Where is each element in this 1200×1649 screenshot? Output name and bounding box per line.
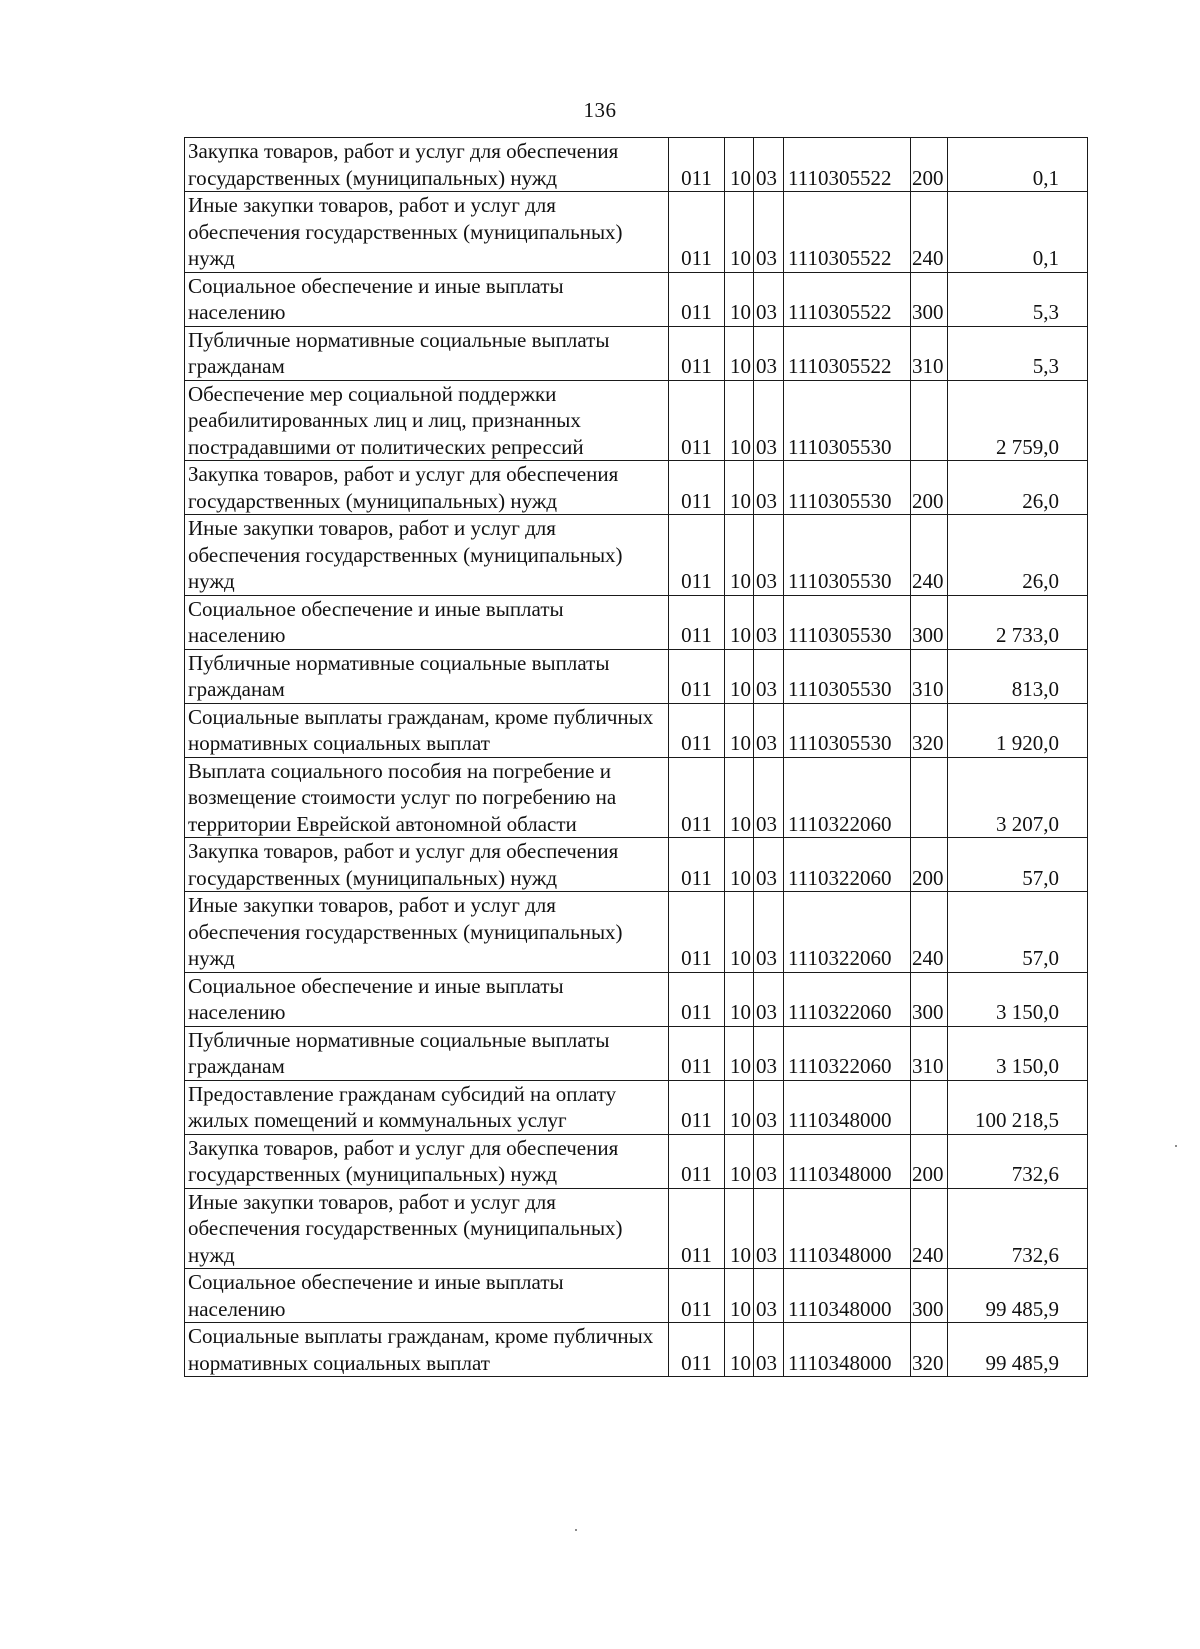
row-expense-type-code: 300 xyxy=(911,972,948,1026)
row-name: Социальное обеспечение и иные выплаты населению xyxy=(185,595,669,649)
row-expense-type-code: 240 xyxy=(911,1188,948,1269)
row-admin-code: 011 xyxy=(669,892,725,973)
row-section-code: 10 xyxy=(725,138,754,192)
row-amount: 0,1 xyxy=(948,138,1088,192)
row-name: Выплата социального пособия на погребение и возмещение стоимости услуг по погребению на территории Еврейской автономной области xyxy=(185,757,669,838)
row-target-article-code: 1110348000 xyxy=(784,1080,911,1134)
row-expense-type-code: 320 xyxy=(911,703,948,757)
row-target-article-code: 1110348000 xyxy=(784,1134,911,1188)
row-target-article-code: 1110322060 xyxy=(784,892,911,973)
row-amount: 3 150,0 xyxy=(948,972,1088,1026)
row-admin-code: 011 xyxy=(669,461,725,515)
table-row xyxy=(185,326,1088,380)
table-row xyxy=(185,649,1088,703)
row-section-code: 10 xyxy=(725,380,754,461)
row-name: Иные закупки товаров, работ и услуг для обеспечения государственных (муниципальных) нужд xyxy=(185,892,669,973)
row-target-article-code: 1110305522 xyxy=(784,192,911,273)
row-name: Обеспечение мер социальной поддержки реабилитированных лиц и лиц, признанных пострадавшими от политических репрессий xyxy=(185,380,669,461)
row-expense-type-code: 200 xyxy=(911,1134,948,1188)
row-name: Закупка товаров, работ и услуг для обеспечения государственных (муниципальных) нужд xyxy=(185,138,669,192)
row-name: Публичные нормативные социальные выплаты гражданам xyxy=(185,326,669,380)
row-section-code: 10 xyxy=(725,1080,754,1134)
row-amount: 732,6 xyxy=(948,1188,1088,1269)
row-subsection-code: 03 xyxy=(754,757,784,838)
row-section-code: 10 xyxy=(725,1269,754,1323)
row-expense-type-code: 240 xyxy=(911,515,948,596)
table-row xyxy=(185,380,1088,461)
row-expense-type-code xyxy=(911,1080,948,1134)
row-admin-code: 011 xyxy=(669,972,725,1026)
row-subsection-code: 03 xyxy=(754,461,784,515)
row-subsection-code: 03 xyxy=(754,272,784,326)
row-admin-code: 011 xyxy=(669,1323,725,1377)
row-admin-code: 011 xyxy=(669,703,725,757)
row-section-code: 10 xyxy=(725,1188,754,1269)
row-subsection-code: 03 xyxy=(754,1323,784,1377)
row-amount: 26,0 xyxy=(948,515,1088,596)
row-target-article-code: 1110305522 xyxy=(784,138,911,192)
row-target-article-code: 1110305530 xyxy=(784,515,911,596)
row-section-code: 10 xyxy=(725,1026,754,1080)
row-expense-type-code: 200 xyxy=(911,838,948,892)
row-admin-code: 011 xyxy=(669,1269,725,1323)
row-admin-code: 011 xyxy=(669,138,725,192)
row-name: Иные закупки товаров, работ и услуг для обеспечения государственных (муниципальных) нужд xyxy=(185,515,669,596)
row-subsection-code: 03 xyxy=(754,1269,784,1323)
row-section-code: 10 xyxy=(725,272,754,326)
row-name: Закупка товаров, работ и услуг для обеспечения государственных (муниципальных) нужд xyxy=(185,838,669,892)
row-admin-code: 011 xyxy=(669,326,725,380)
row-subsection-code: 03 xyxy=(754,838,784,892)
scan-speck xyxy=(1175,1145,1177,1147)
row-amount: 2 733,0 xyxy=(948,595,1088,649)
row-subsection-code: 03 xyxy=(754,192,784,273)
row-name: Социальные выплаты гражданам, кроме публичных нормативных социальных выплат xyxy=(185,703,669,757)
row-name: Социальные выплаты гражданам, кроме публичных нормативных социальных выплат xyxy=(185,1323,669,1377)
row-expense-type-code: 200 xyxy=(911,461,948,515)
row-name: Закупка товаров, работ и услуг для обеспечения государственных (муниципальных) нужд xyxy=(185,461,669,515)
row-amount: 99 485,9 xyxy=(948,1269,1088,1323)
row-name: Иные закупки товаров, работ и услуг для обеспечения государственных (муниципальных) нужд xyxy=(185,192,669,273)
row-admin-code: 011 xyxy=(669,1188,725,1269)
row-subsection-code: 03 xyxy=(754,595,784,649)
row-target-article-code: 1110305530 xyxy=(784,461,911,515)
row-amount: 2 759,0 xyxy=(948,380,1088,461)
row-section-code: 10 xyxy=(725,595,754,649)
row-section-code: 10 xyxy=(725,326,754,380)
row-section-code: 10 xyxy=(725,461,754,515)
row-name: Публичные нормативные социальные выплаты гражданам xyxy=(185,649,669,703)
table-row xyxy=(185,138,1088,192)
row-amount: 3 207,0 xyxy=(948,757,1088,838)
table-row xyxy=(185,892,1088,973)
row-subsection-code: 03 xyxy=(754,326,784,380)
table-row xyxy=(185,972,1088,1026)
row-subsection-code: 03 xyxy=(754,649,784,703)
row-name: Публичные нормативные социальные выплаты гражданам xyxy=(185,1026,669,1080)
row-admin-code: 011 xyxy=(669,1026,725,1080)
row-subsection-code: 03 xyxy=(754,1026,784,1080)
scan-speck xyxy=(575,1529,577,1531)
row-name: Социальное обеспечение и иные выплаты населению xyxy=(185,272,669,326)
row-target-article-code: 1110305530 xyxy=(784,595,911,649)
row-expense-type-code xyxy=(911,757,948,838)
row-subsection-code: 03 xyxy=(754,1080,784,1134)
table-row xyxy=(185,703,1088,757)
table-row xyxy=(185,461,1088,515)
table-row xyxy=(185,838,1088,892)
row-amount: 5,3 xyxy=(948,272,1088,326)
row-name: Иные закупки товаров, работ и услуг для обеспечения государственных (муниципальных) нужд xyxy=(185,1188,669,1269)
table-row xyxy=(185,192,1088,273)
row-section-code: 10 xyxy=(725,757,754,838)
row-target-article-code: 1110305522 xyxy=(784,272,911,326)
row-section-code: 10 xyxy=(725,838,754,892)
row-target-article-code: 1110322060 xyxy=(784,757,911,838)
row-expense-type-code: 310 xyxy=(911,1026,948,1080)
row-subsection-code: 03 xyxy=(754,703,784,757)
row-section-code: 10 xyxy=(725,892,754,973)
row-target-article-code: 1110348000 xyxy=(784,1323,911,1377)
row-expense-type-code xyxy=(911,380,948,461)
row-section-code: 10 xyxy=(725,192,754,273)
table-body xyxy=(185,138,1088,1377)
row-amount: 100 218,5 xyxy=(948,1080,1088,1134)
row-section-code: 10 xyxy=(725,1323,754,1377)
table-row xyxy=(185,1188,1088,1269)
row-expense-type-code: 310 xyxy=(911,326,948,380)
row-admin-code: 011 xyxy=(669,595,725,649)
row-target-article-code: 1110305530 xyxy=(784,649,911,703)
row-admin-code: 011 xyxy=(669,838,725,892)
row-admin-code: 011 xyxy=(669,272,725,326)
row-amount: 5,3 xyxy=(948,326,1088,380)
row-target-article-code: 1110322060 xyxy=(784,972,911,1026)
row-target-article-code: 1110305530 xyxy=(784,703,911,757)
row-section-code: 10 xyxy=(725,515,754,596)
table-row xyxy=(185,1269,1088,1323)
table-row xyxy=(185,515,1088,596)
table-row xyxy=(185,1026,1088,1080)
row-amount: 813,0 xyxy=(948,649,1088,703)
table-row xyxy=(185,595,1088,649)
row-admin-code: 011 xyxy=(669,649,725,703)
row-subsection-code: 03 xyxy=(754,515,784,596)
row-amount: 0,1 xyxy=(948,192,1088,273)
row-expense-type-code: 300 xyxy=(911,272,948,326)
row-name: Социальное обеспечение и иные выплаты населению xyxy=(185,1269,669,1323)
budget-table xyxy=(184,137,1088,1377)
table-row xyxy=(185,272,1088,326)
row-admin-code: 011 xyxy=(669,1080,725,1134)
row-target-article-code: 1110348000 xyxy=(784,1188,911,1269)
row-subsection-code: 03 xyxy=(754,892,784,973)
row-amount: 99 485,9 xyxy=(948,1323,1088,1377)
row-name: Предоставление гражданам субсидий на оплату жилых помещений и коммунальных услуг xyxy=(185,1080,669,1134)
row-admin-code: 011 xyxy=(669,1134,725,1188)
row-expense-type-code: 300 xyxy=(911,1269,948,1323)
row-subsection-code: 03 xyxy=(754,138,784,192)
row-name: Закупка товаров, работ и услуг для обеспечения государственных (муниципальных) нужд xyxy=(185,1134,669,1188)
row-expense-type-code: 240 xyxy=(911,892,948,973)
row-amount: 3 150,0 xyxy=(948,1026,1088,1080)
row-expense-type-code: 300 xyxy=(911,595,948,649)
row-amount: 26,0 xyxy=(948,461,1088,515)
table-row xyxy=(185,757,1088,838)
row-target-article-code: 1110322060 xyxy=(784,1026,911,1080)
row-subsection-code: 03 xyxy=(754,1188,784,1269)
row-target-article-code: 1110305522 xyxy=(784,326,911,380)
row-section-code: 10 xyxy=(725,1134,754,1188)
row-expense-type-code: 320 xyxy=(911,1323,948,1377)
table-row xyxy=(185,1323,1088,1377)
row-admin-code: 011 xyxy=(669,192,725,273)
row-subsection-code: 03 xyxy=(754,380,784,461)
row-name: Социальное обеспечение и иные выплаты населению xyxy=(185,972,669,1026)
row-target-article-code: 1110305530 xyxy=(784,380,911,461)
row-amount: 57,0 xyxy=(948,838,1088,892)
row-target-article-code: 1110322060 xyxy=(784,838,911,892)
page-number: 136 xyxy=(583,98,617,122)
row-amount: 732,6 xyxy=(948,1134,1088,1188)
row-section-code: 10 xyxy=(725,972,754,1026)
row-subsection-code: 03 xyxy=(754,972,784,1026)
row-admin-code: 011 xyxy=(669,380,725,461)
table-row xyxy=(185,1080,1088,1134)
row-admin-code: 011 xyxy=(669,515,725,596)
row-subsection-code: 03 xyxy=(754,1134,784,1188)
row-expense-type-code: 240 xyxy=(911,192,948,273)
row-expense-type-code: 310 xyxy=(911,649,948,703)
row-amount: 57,0 xyxy=(948,892,1088,973)
row-section-code: 10 xyxy=(725,649,754,703)
table-row xyxy=(185,1134,1088,1188)
row-target-article-code: 1110348000 xyxy=(784,1269,911,1323)
row-admin-code: 011 xyxy=(669,757,725,838)
row-section-code: 10 xyxy=(725,703,754,757)
row-expense-type-code: 200 xyxy=(911,138,948,192)
row-amount: 1 920,0 xyxy=(948,703,1088,757)
